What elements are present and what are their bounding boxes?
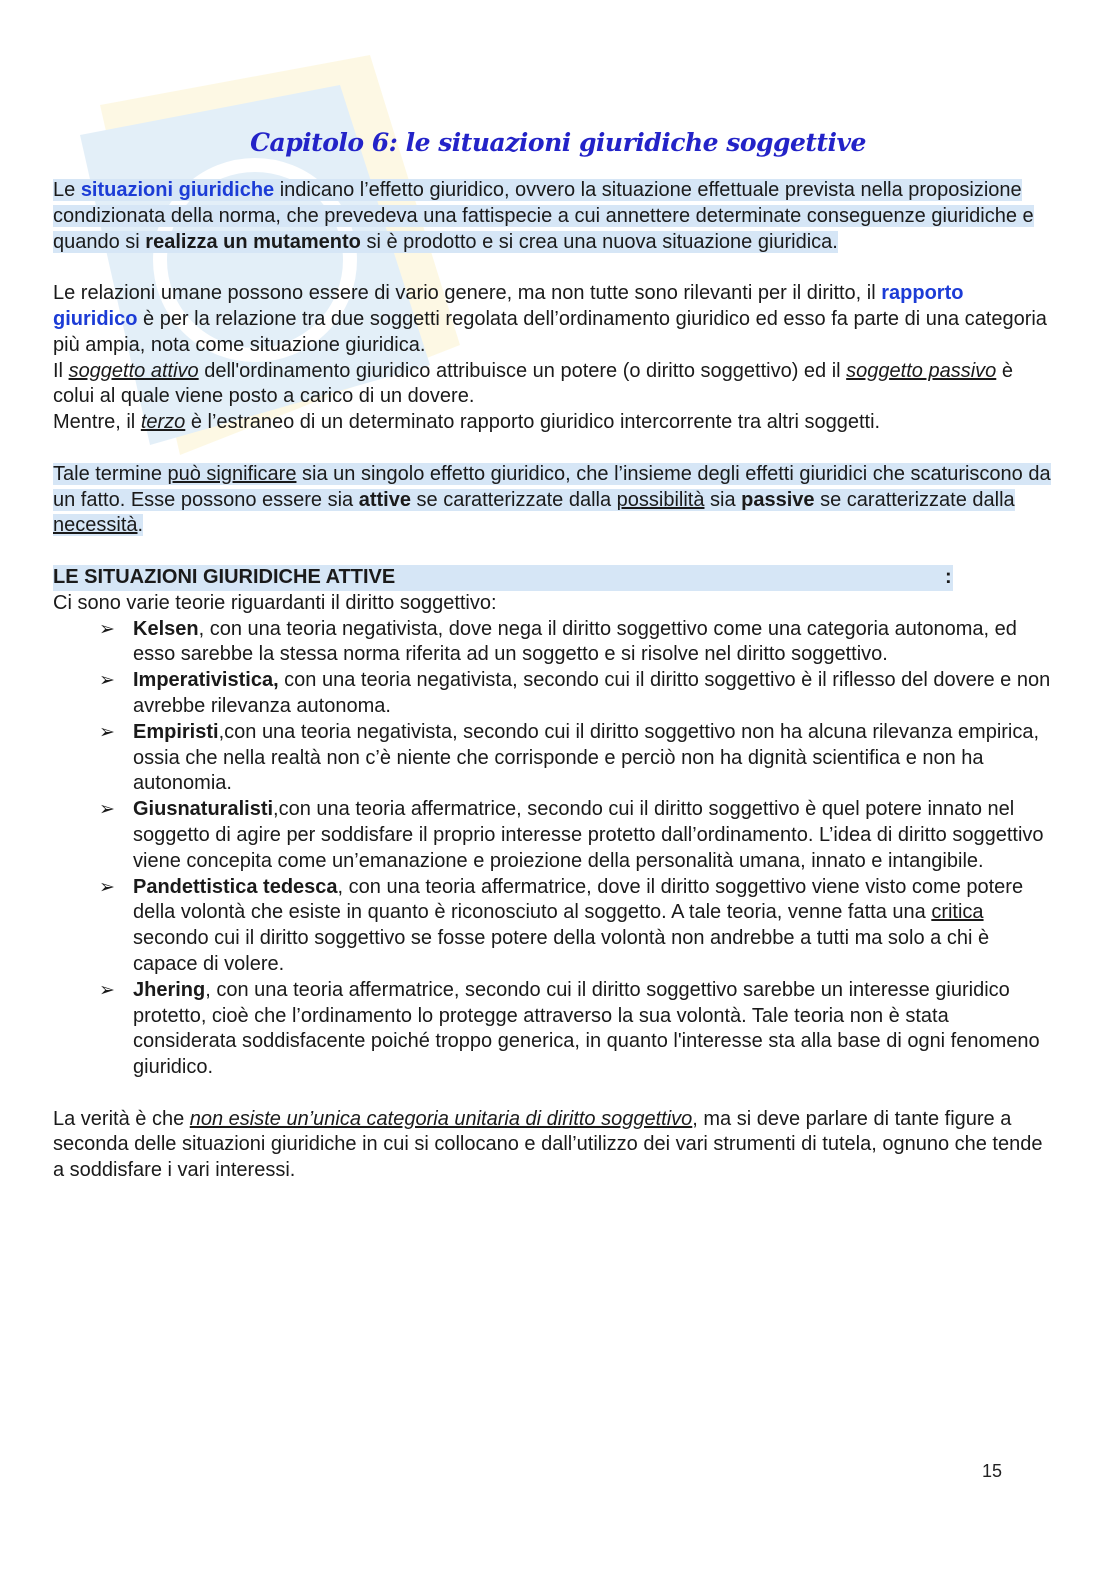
intro-paragraph: Le situazioni giuridiche indicano l’effetto giuridico, ovvero la situazione effettuale prevista nella proposizione condizionata della norma, che prevedeva una fattispecie a cui annettere determinate conseguenze giuridiche e quando si realizza un mutamento si è prodotto e si crea una nuova situazione giuridica. (53, 179, 1034, 253)
list-item: ➢ Empiristi,con una teoria negativista, secondo cui il diritto soggettivo non ha alcuna rilevanza empirica, ossia che nella realtà non c’è niente che corrisponde e perciò non ha dignità scientifica e non ha autonomia. (99, 720, 1040, 795)
list-item: ➢ Giusnaturalisti,con una teoria affermatrice, secondo cui il diritto soggettivo è quel potere innato nel soggetto di agire per soddisfare il proprio interesse protetto dall’ordinamento. L’idea di diritto soggettivo viene concepita come un’emanazione e proiezione della personalità umana, innato e intangibile. (99, 798, 1044, 872)
relations-paragraph: Le relazioni umane possono essere di vario genere, ma non tutte sono rilevanti per il diritto, il rapporto giuridico è per la relazione tra due soggetti regolata dell’ordinamento giuridico ed esso fa parte di una categoria più ampia, nota come situazione giuridica. Il soggetto attivo dell'ordinamento giuridico attribuisce un potere (o diritto soggettivo) ed il soggetto passivo è colui al quale viene posto a carico di un dovere. Mentre, il terzo è l’estraneo di un determinato rapporto giuridico intercorrente tra altri soggetti. (53, 282, 1047, 434)
arrow-bullet-icon: ➢ (99, 979, 115, 1001)
theory-list (53, 617, 1053, 1081)
page-number: 15 (981, 1461, 1002, 1481)
list-item: ➢ Pandettistica tedesca, con una teoria affermatrice, dove il diritto soggettivo viene visto come potere della volontà che esiste in quanto è riconosciuto al soggetto. A tale teoria, venne fatta una critica secondo cui il diritto soggettivo se fosse potere della volontà non andrebbe a tutti ma solo a chi è capace di volere. (99, 875, 1024, 975)
page-title: Capitolo 6: le situazioni giuridiche soggettive (250, 128, 866, 157)
arrow-bullet-icon: ➢ (99, 618, 115, 640)
section-heading: LE SITUAZIONI GIURIDICHE ATTIVE : (53, 565, 1053, 591)
list-item: ➢ Jhering, con una teoria affermatrice, secondo cui il diritto soggettivo sarebbe un interesse giuridico protetto, cioè che l’ordinamento lo protegge attraverso la sua volontà. Tale teoria non è stata considerata soddisfacente poiché troppo generica, in quanto l'interesse sta alla base di ogni fenomeno giuridico. (99, 978, 1040, 1079)
page-content (53, 178, 1053, 1210)
term-paragraph: Tale termine può significare sia un singolo effetto giuridico, che l’insieme degli effetti giuridici che scaturiscono da un fatto. Esse possono essere sia attive se caratterizzate dalla possibilità sia passive se caratterizzate dalla necessità. (53, 462, 1051, 537)
section-intro: Ci sono varie teorie riguardanti il diritto soggettivo: (53, 591, 497, 614)
term-rapporto-giuridico: rapporto giuridico (53, 282, 964, 330)
list-item: ➢ Imperativistica, con una teoria negativista, secondo cui il diritto soggettivo è il riflesso del dovere e non avrebbe rilevanza autonoma. (99, 669, 1051, 717)
arrow-bullet-icon: ➢ (99, 799, 115, 821)
conclusion-paragraph: La verità è che non esiste un’unica categoria unitaria di diritto soggettivo, ma si deve parlare di tante figure a seconda delle situazioni giuridiche in cui si collocano e dall’utilizzo dei vari strumenti di tutela, ognuno che tende a soddisfare i vari interessi. (53, 1107, 1043, 1182)
arrow-bullet-icon: ➢ (99, 721, 115, 743)
arrow-bullet-icon: ➢ (99, 876, 115, 898)
list-item: ➢ Kelsen, con una teoria negativista, dove nega il diritto soggettivo come una categoria autonoma, ed esso sarebbe la stessa norma riferita ad un soggetto e si risolve nel diritto soggettivo. (99, 617, 1017, 666)
term-situazioni-giuridiche: situazioni giuridiche (80, 179, 275, 201)
arrow-bullet-icon: ➢ (99, 670, 115, 692)
